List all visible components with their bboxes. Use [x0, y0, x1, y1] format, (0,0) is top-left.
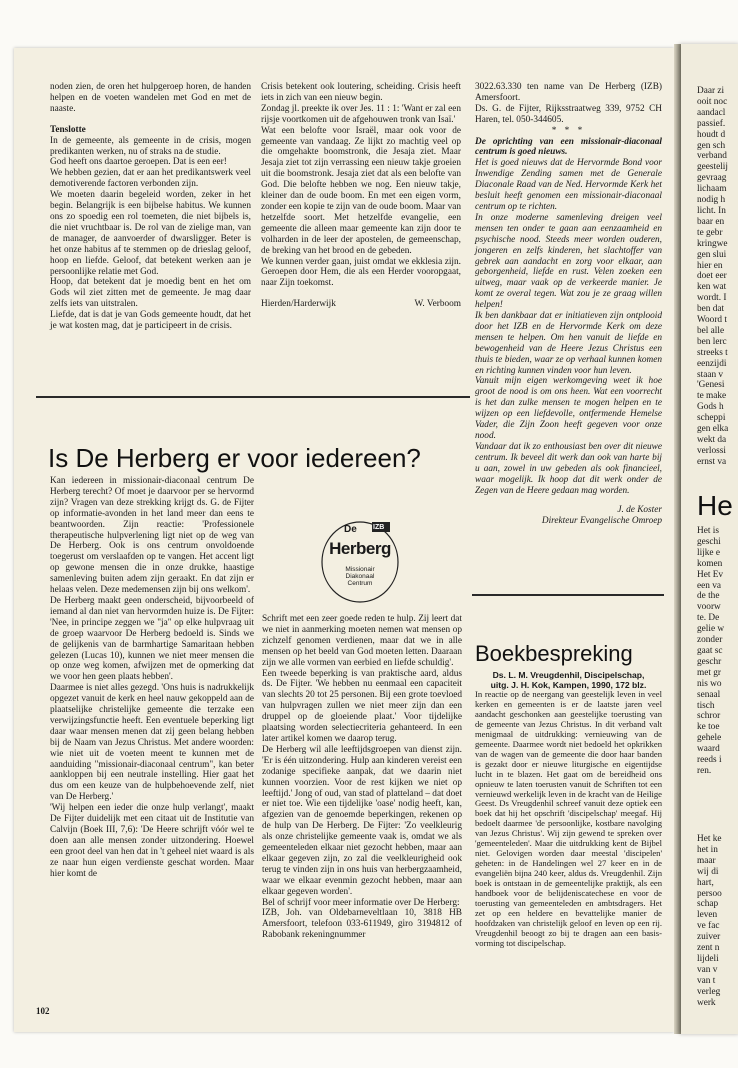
herberg-logo [316, 518, 404, 608]
magazine-page-left [14, 48, 674, 1032]
review-headline: Boekbespreking [475, 641, 633, 666]
text-paragraph: Liefde, dat is dat je van Gods gemeente houdt, dat het je wat kosten mag, dat je participeert in de crisis. [50, 310, 251, 332]
separator-stars: * * * [551, 125, 586, 136]
section-divider [472, 594, 664, 596]
text-paragraph: We moeten daarin begeleid worden, zeker in het begin. Belangrijk is een bijbelse habitus. We kunnen ons zo spoedig een rol toemeten, die niet bijbels is, die niet vruchtbaar is. De rol van de zielige man, van de manager, de aanvoerder of dwarsligger. Beter is het onze habitus af te stemmen op de drieslag geloof, hoop en liefde. Geloof, dat betekent werken aan je persoonlijke relatie met God. [50, 190, 251, 277]
logo-word-de: De [344, 524, 357, 535]
signature-name: J. de Koster [617, 505, 662, 516]
logo-word-herberg: Herberg [329, 539, 391, 558]
page-number: 102 [36, 1006, 50, 1016]
logo-sub-2: Diakonaal [345, 573, 375, 580]
text-paragraph: In onze moderne samenleving dreigen veel mensen ten onder te gaan aan eenzaamheid en psychische nood. Steeds meer worden ouderen, jongeren en zelfs kinderen, het slachtoffer van gebrek aan aandacht en zorg voor elkaar, aan geborgenheid, liefde en rust. Velen zoeken een uitweg, maar vaak op de verkeerde manier. Je komt ze overal tegen. Wat zou je ze graag willen helpen! [475, 212, 662, 311]
text-paragraph: Crisis betekent ook loutering, scheiding. Crisis heeft iets in zich van een nieuw begin. [261, 82, 461, 103]
signature-title: Direkteur Evangelische Omroep [541, 516, 662, 527]
text-paragraph: Schrift met een zeer goede reden te hulp. Zij leert dat we niet in aanmerking moeten nemen wat mensen op zichzelf genomen verdienen, maar dat we in alle mensen op het beeld van God moeten letten. Daaraan zijn we alle vormen van eerbied en liefde schuldig'. [262, 614, 462, 668]
page2-text-block: Daar zi ooit noc aandacl passief. houdt d gen sch verband geestelij gevraag lichaam nodig h licht. In baar en te gebr kringwe gen slui hier en doet eer ken wat wordt. I ben dat Woord t bel alle ben lerc streeks t eenzijdi staan v 'Genesi te make Gods h scheppi gen elka wekt da verlossi ernst va [697, 86, 729, 467]
right-column [475, 82, 662, 527]
text-paragraph: Vanuit mijn eigen werkomgeving weet ik hoe groot de nood is om ons heen. Wat een voorrecht is het dan zulke mensen te mogen helpen en te wijzen op een liefdevolle, ontfermende Hemelse Vader, die Zijn Zoon heeft gegeven voor onze nood. [475, 376, 662, 441]
article-column-a [50, 476, 254, 880]
magazine-page-right-partial [681, 44, 738, 1034]
text-paragraph: Hoop, dat betekent dat je moedig bent en het om Gods wil ziet zitten met de gemeente. Je mag daar zelfs iets van uitstralen. [50, 277, 251, 310]
text-paragraph: De Herberg maakt geen onderscheid, bijvoorbeeld of iemand al dan niet van hervormden huize is. De Fijter: 'Nee, in principe zeggen we "ja" op elke hulpvraag uit de groep waarvoor De Herberg bedoeld is. Sinds we de gelijkenis van de barmhartige Samaritaan hebben gelezen (Lucas 10), kunnen we niet meer mensen die op onze weg komen, afwijzen met de opmerking dat we voor hen geen plaats hebben'. [50, 595, 254, 683]
text-paragraph: Vandaar dat ik zo enthousiast ben over dit nieuwe centrum. Ik beveel dit werk dan ook van harte bij u aan, zowel in uw gebeden als ook financieel, waar mogelijk. Ik hoop dat dit werk onder de Zegen van de Heere gedaan mag worden. [475, 441, 662, 496]
text-paragraph: In de gemeente, als gemeente in de crisis, mogen predikanten werken, nu of straks na de studie. [50, 135, 251, 157]
text-paragraph: De Herberg wil alle leeftijdsgroepen van dienst zijn. 'Er is één uitzondering. Hulp aan kinderen vereist een zodanige specifieke aanpak, dat we daarin niet kunnen voorzien. Voor de rest kijken we niet op leeftijd.' Jong of oud, van stad of platteland – dat doet er niet toe. Wie een tijdelijke 'oase' nodig heeft, kan, afgezien van de genoemde beperkingen, rekenen op de hulp van De Herberg. De Fijter: 'Zo veelkleurig als onze christelijke gemeente vaak is, omdat we als gemeenteleden elkaar niet gezocht hebben, maar aan elkaar gegeven zijn, zo zal die veelkleurigheid ook terug te vinden zijn in ons huis van herbergzaamheid, waar we elkaar evenmin gezocht hebben, maar aan elkaar gegeven worden'. [262, 744, 462, 897]
review-column [475, 670, 662, 949]
text-paragraph: We kunnen verder gaan, juist omdat we ekklesia zijn. Geroepen door Hem, die als een Herder vooropgaat, naar Zijn toekomst. [261, 256, 461, 289]
text-paragraph: In reactie op de neergang van geestelijk leven in veel kerken en gemeenten is er de laatste jaren veel aandacht geschonken aan geestelijke toerusting van de gemeente van Jezus Christus. In dit verband valt menigmaal de uitdrukking: vernieuwing van de gemeente. Daarmee wordt niet bedoeld het opkrikken van de wagen van de gemeente die door haar banden is gezakt door er nieuwe liturgische en eigentijdse lucht in te blazen. Het gaat om de bereidheid ons opnieuw te laten toerusten vanuit de Schriften tot een vernieuwd werkelijk leven in de kracht van de Heilige Geest. Ds Vreugdenhil schreef vanuit deze optiek een boek dat hij het opschrift 'discipelschap' meegaf. Hij bedoelt daarmee 'de persoonlijke, kostbare navolging van Jezus Christus'. Wij zijn gewend te spreken over 'gemeenteleden'. Maar die uitdrukking kent de Bijbel niet. Gelovigen worden daar meestal 'discipelen' geheten: in de Handelingen wel 27 keer en in de evangeliën bijna 240 keer, aldus ds. Vreugdenhil. Zijn boek is ontstaan in de gemeentelijke praktijk, als een handboek voor de belijdeniscatechese en voor de toerusting van gemeenteleden en ambtsdragers. Het zet op een heldere en bevattelijke manier de hoofdzaken van christelijk geloof en leven op een rij. Vreugdenhil beoogt zo bij te dragen aan een basis-vorming tot discipelschap. [475, 689, 662, 948]
article-column-b [262, 614, 462, 941]
article-headline: Is De Herberg er voor iedereen? [48, 443, 421, 473]
page2-text-block: Het is geschi lijke e komen Het Ev een va de the voorw te. De gelie w zonder gaat sc geschr met gr nis wo senaal tisch schror ke toe gehele waard reeds i ren. [697, 526, 725, 776]
book-info-line: uitg. J. H. Kok, Kampen, 1990, 172 blz. [490, 680, 647, 690]
book-info-line: Ds. L. M. Vreugdenhil, Discipelschap, [492, 670, 645, 680]
text-paragraph: Een tweede beperking is van praktische aard, aldus ds. De Fijter. 'We hebben nu eenmaal een capaciteit van slechts 20 tot 25 personen. Bij een grote toevloed van hulpvragen zullen we niet meer zijn dan een druppel op de gloeiende plaat.' Voor tijdelijke plaatsing worden selectiecriteria gehanteerd. In een later artikel komen we daarop terug. [262, 668, 462, 744]
text-paragraph: God heeft ons daartoe geroepen. Dat is een eer! [50, 157, 227, 168]
text-paragraph: 3022.63.330 ten name van De Herberg (IZB) Amersfoort. [475, 82, 662, 103]
section-heading: Tenslotte [50, 124, 86, 135]
text-paragraph: 'Wij helpen een ieder die onze hulp verlangt', maakt De Fijter duidelijk met een citaat uit de Institutie van Calvijn (Boek III, 7,6): 'De Heere schrijft vóór wel te doen aan alle mensen zonder uitzondering. Hoewel een groot deel van hen dat in 't geheel niet waard is als ze naar hun eigen verdienste geschat worden. Maar hier komt de [50, 803, 254, 879]
signature-line [261, 299, 461, 310]
signature-name: W. Verboom [414, 299, 461, 310]
top-column-2 [261, 82, 461, 310]
text-paragraph: We hebben gezien, dat er aan het predikantswerk veel demotiverende factoren verbonden zijn. [50, 168, 251, 190]
text-paragraph: Daarmee is niet alles gezegd. 'Ons huis is nadrukkelijk opgezet vanuit de kerk en heel nauw gekoppeld aan de plaatselijke christelijke gemeente die terzake een verwijzingsfunctie heeft. Een eventuele beperking ligt daar waar mensen menen dat zij geen belang hebben bij de Naam van Jezus Christus. Met andere woorden: wie niet uit de voeten meent te kunnen met de aanduiding "missionair-diaconaal centrum", kan beter aankloppen bij een neutrale instelling. Hier gaat het dus om een keuze van de hulpbehoevende zelf, niet van De Herberg.' [50, 683, 254, 803]
text-paragraph: Ik ben dankbaar dat er initiatieven zijn ontplooid door het IZB en de Hervormde Kerk om deze mensen te helpen. Om hen vanuit de liefde en bewogenheid van de Heere Jezus Christus een thuis te bieden, waar ze op verhaal kunnen komen en richting kunnen vinden voor hun leven. [475, 311, 662, 376]
text-paragraph: noden zien, de oren het hulpgeroep horen, de handen helpen en de voeten wandelen met God en met de naaste. [50, 82, 251, 114]
book-gutter [674, 44, 681, 1034]
logo-sub-3: Centrum [347, 580, 373, 587]
logo-badge: IZB [373, 524, 385, 531]
page2-text-block: Het ke het in maar wij di hart, persoo schap leven ve fac zuiver zent n lijdeli van v van t verleg werk [697, 834, 722, 1008]
text-paragraph: Het is goed nieuws dat de Hervormde Bond voor Inwendige Zending samen met de Generale Diaconale Raad van de Ned. Hervormde Kerk het besluit heeft genomen een missionair-diaconaal centrum op te richten. [475, 158, 662, 212]
text-paragraph: Ds. G. de Fijter, Rijksstraatweg 339, 9752 CH Haren, tel. 050-344605. [475, 103, 662, 125]
text-paragraph: Bel of schrijf voor meer informatie over De Herberg: [262, 897, 460, 908]
text-paragraph: Kan iedereen in missionair-diaconaal centrum De Herberg terecht? Of moet je daarvoor per se hervormd zijn? Vragen van deze strekking krijgt ds. G. de Fijter op informatie-avonden in het land meer dan eens te beantwoorden. Zijn reactie: 'Professionele therapeutische hulpverlening ligt niet op de weg van De Herberg. Ook is ons centrum onvoldoende toegerust om verslaafden op te vangen. Het accent ligt op gewone mensen die in onze drukke, haastige samenleving buiten adem zijn geraakt. En dat zijn er helaas velen. Deze medemensen zijn bij ons welkom'. [50, 476, 254, 596]
text-paragraph: IZB, Joh. van Oldebarneveltlaan 10, 3818 HB Amersfoort, telefoon 033-611949, giro 3194812 of Rabobank rekeningnummer [262, 908, 462, 941]
logo-sub-1: Missionair [345, 566, 375, 573]
signature-place: Hierden/Harderwijk [261, 299, 336, 310]
text-paragraph: Zondag jl. preekte ik over Jes. 11 : 1: 'Want er zal een rijsje voortkomen uit de afgehouwen tronk van Isaï.' [261, 103, 461, 125]
page2-headline: He [697, 490, 733, 521]
section-divider [36, 396, 470, 398]
text-paragraph: Wat een belofte voor Israël, maar ook voor de gemeente van vandaag. Ze lijkt zo machtig veel op die omgehakte boomstronk, die Jesaja ziet. Maar Jesaja ziet tot zijn verrassing een nieuw takje groeien uit die boomstronk. Jesaja ziet dat als een belofte van God. Die belofte hebben we nog. Een nieuw takje, kleiner dan de oude boom. En met een eigen vorm, zonder een kopie te zijn van de oude boom. Maar van hetzelfde soort. Met hetzelfde evangelie, een gemeente die alleen maar gemeente kan zijn door te volharden in de leer der apostelen, de gemeenschap, de breking van het brood en de gebeden. [261, 125, 461, 256]
top-column-1 [50, 82, 251, 332]
section-heading: De oprichting van een missionair-diaconaal centrum is goed nieuws. [475, 136, 662, 158]
